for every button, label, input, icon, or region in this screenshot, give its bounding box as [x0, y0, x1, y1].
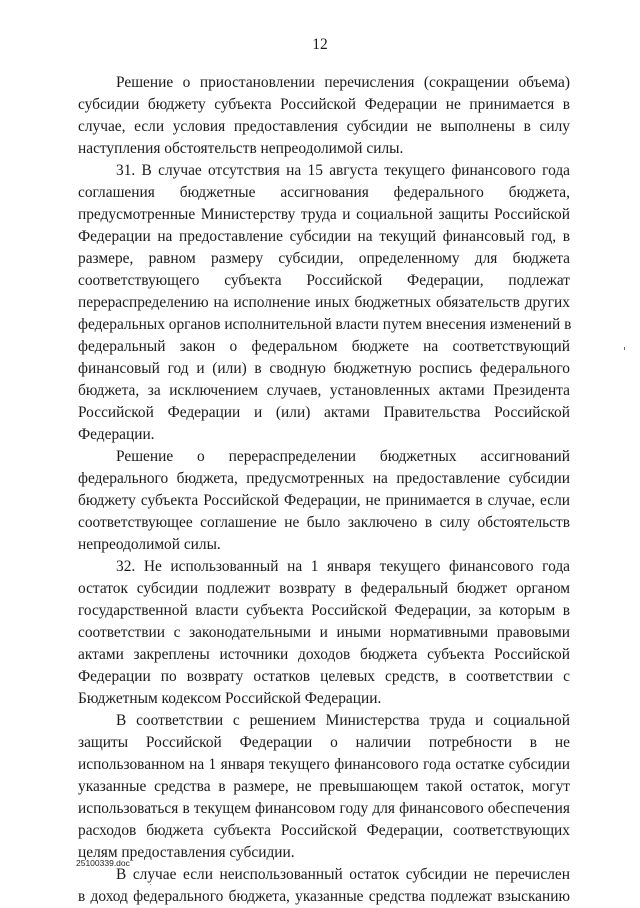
text-line: Решение о приостановлении перечисления (сокращении объема): [116, 74, 570, 91]
text-line: указанные средства в размере, не превышающем такой остаток, могут: [78, 778, 570, 795]
text-line: 31. В случае отсутствия на 15 августа текущего финансового года: [116, 162, 570, 179]
text-line: соответствующего субъекта Российской Федерации, подлежат: [78, 272, 570, 289]
footer-filename: 25100339.doc: [76, 858, 130, 868]
text-line: наступления обстоятельств непреодолимой силы.: [78, 140, 404, 157]
text-line: соответствии с законодательными и иными нормативными правовыми: [78, 624, 570, 641]
text-line: соответствующее соглашение не было заключено в силу обстоятельств: [78, 514, 570, 531]
text-line: непреодолимой силы.: [78, 536, 221, 553]
text-line: Решение о перераспределении бюджетных ассигнований: [116, 448, 570, 465]
text-line: перераспределению на исполнение иных бюджетных обязательств других: [78, 294, 570, 311]
text-line: в доход федерального бюджета, указанные средства подлежат взысканию: [78, 888, 570, 905]
text-line: Российской Федерации и (или) актами Правительства Российской: [78, 404, 570, 421]
text-line: 32. Не использованный на 1 января текущего финансового года: [116, 558, 570, 575]
text-line: федеральный закон о федеральном бюджете на соответствующий: [78, 338, 570, 355]
text-line: федерального бюджета, предусмотренных на предоставление субсидии: [78, 470, 570, 487]
text-line: Федерации по возврату остатков целевых средств, в соответствии с: [78, 668, 570, 685]
text-line: Бюджетным кодексом Российской Федерации.: [78, 690, 382, 707]
text-line: бюджету субъекта Российской Федерации, не принимается в случае, если: [78, 492, 570, 509]
text-line: предусмотренные Министерству труда и социальной защиты Российской: [78, 206, 570, 223]
text-line: актами закреплены источники доходов бюджета субъекта Российской: [78, 646, 570, 663]
text-line: соглашения бюджетные ассигнования федерального бюджета,: [78, 184, 570, 201]
text-line: Федерации.: [78, 426, 155, 443]
text-line: федеральных органов исполнительной власти путем внесения изменений в: [78, 316, 572, 333]
text-line: использоваться в текущем финансовом году для финансового обеспечения: [78, 800, 570, 817]
text-line: субсидии бюджету субъекта Российской Федерации не принимается в: [78, 96, 570, 113]
text-line: финансовый год и (или) в сводную бюджетную роспись федерального: [78, 360, 570, 377]
text-line: расходов бюджета субъекта Российской Федерации, соответствующих: [78, 822, 570, 839]
margin-mark: [624, 347, 625, 350]
text-line: В случае если неиспользованный остаток субсидии не перечислен: [116, 866, 570, 883]
text-line: случае, если условия предоставления субсидии не выполнены в силу: [78, 118, 570, 135]
text-line: целям предоставления субсидии.: [78, 844, 295, 861]
document-body: [78, 72, 570, 908]
text-line: бюджета, за исключением случаев, установленных актами Президента: [78, 382, 570, 399]
text-line: защиты Российской Федерации о наличии потребности в не: [78, 734, 570, 751]
text-line: государственной власти субъекта Российской Федерации, за которым в: [78, 602, 570, 619]
page-number: 12: [312, 36, 328, 53]
text-line: В соответствии с решением Министерства труда и социальной: [116, 712, 570, 729]
text-line: Федерации на предоставление субсидии на текущий финансовый год, в: [78, 228, 570, 245]
text-line: использованном на 1 января текущего финансового года остатке субсидии: [78, 756, 570, 773]
footer-dot: [150, 884, 151, 885]
text-line: размере, равном размеру субсидии, определенному для бюджета: [78, 250, 570, 267]
text-line: остаток субсидии подлежит возврату в федеральный бюджет органом: [78, 580, 570, 597]
